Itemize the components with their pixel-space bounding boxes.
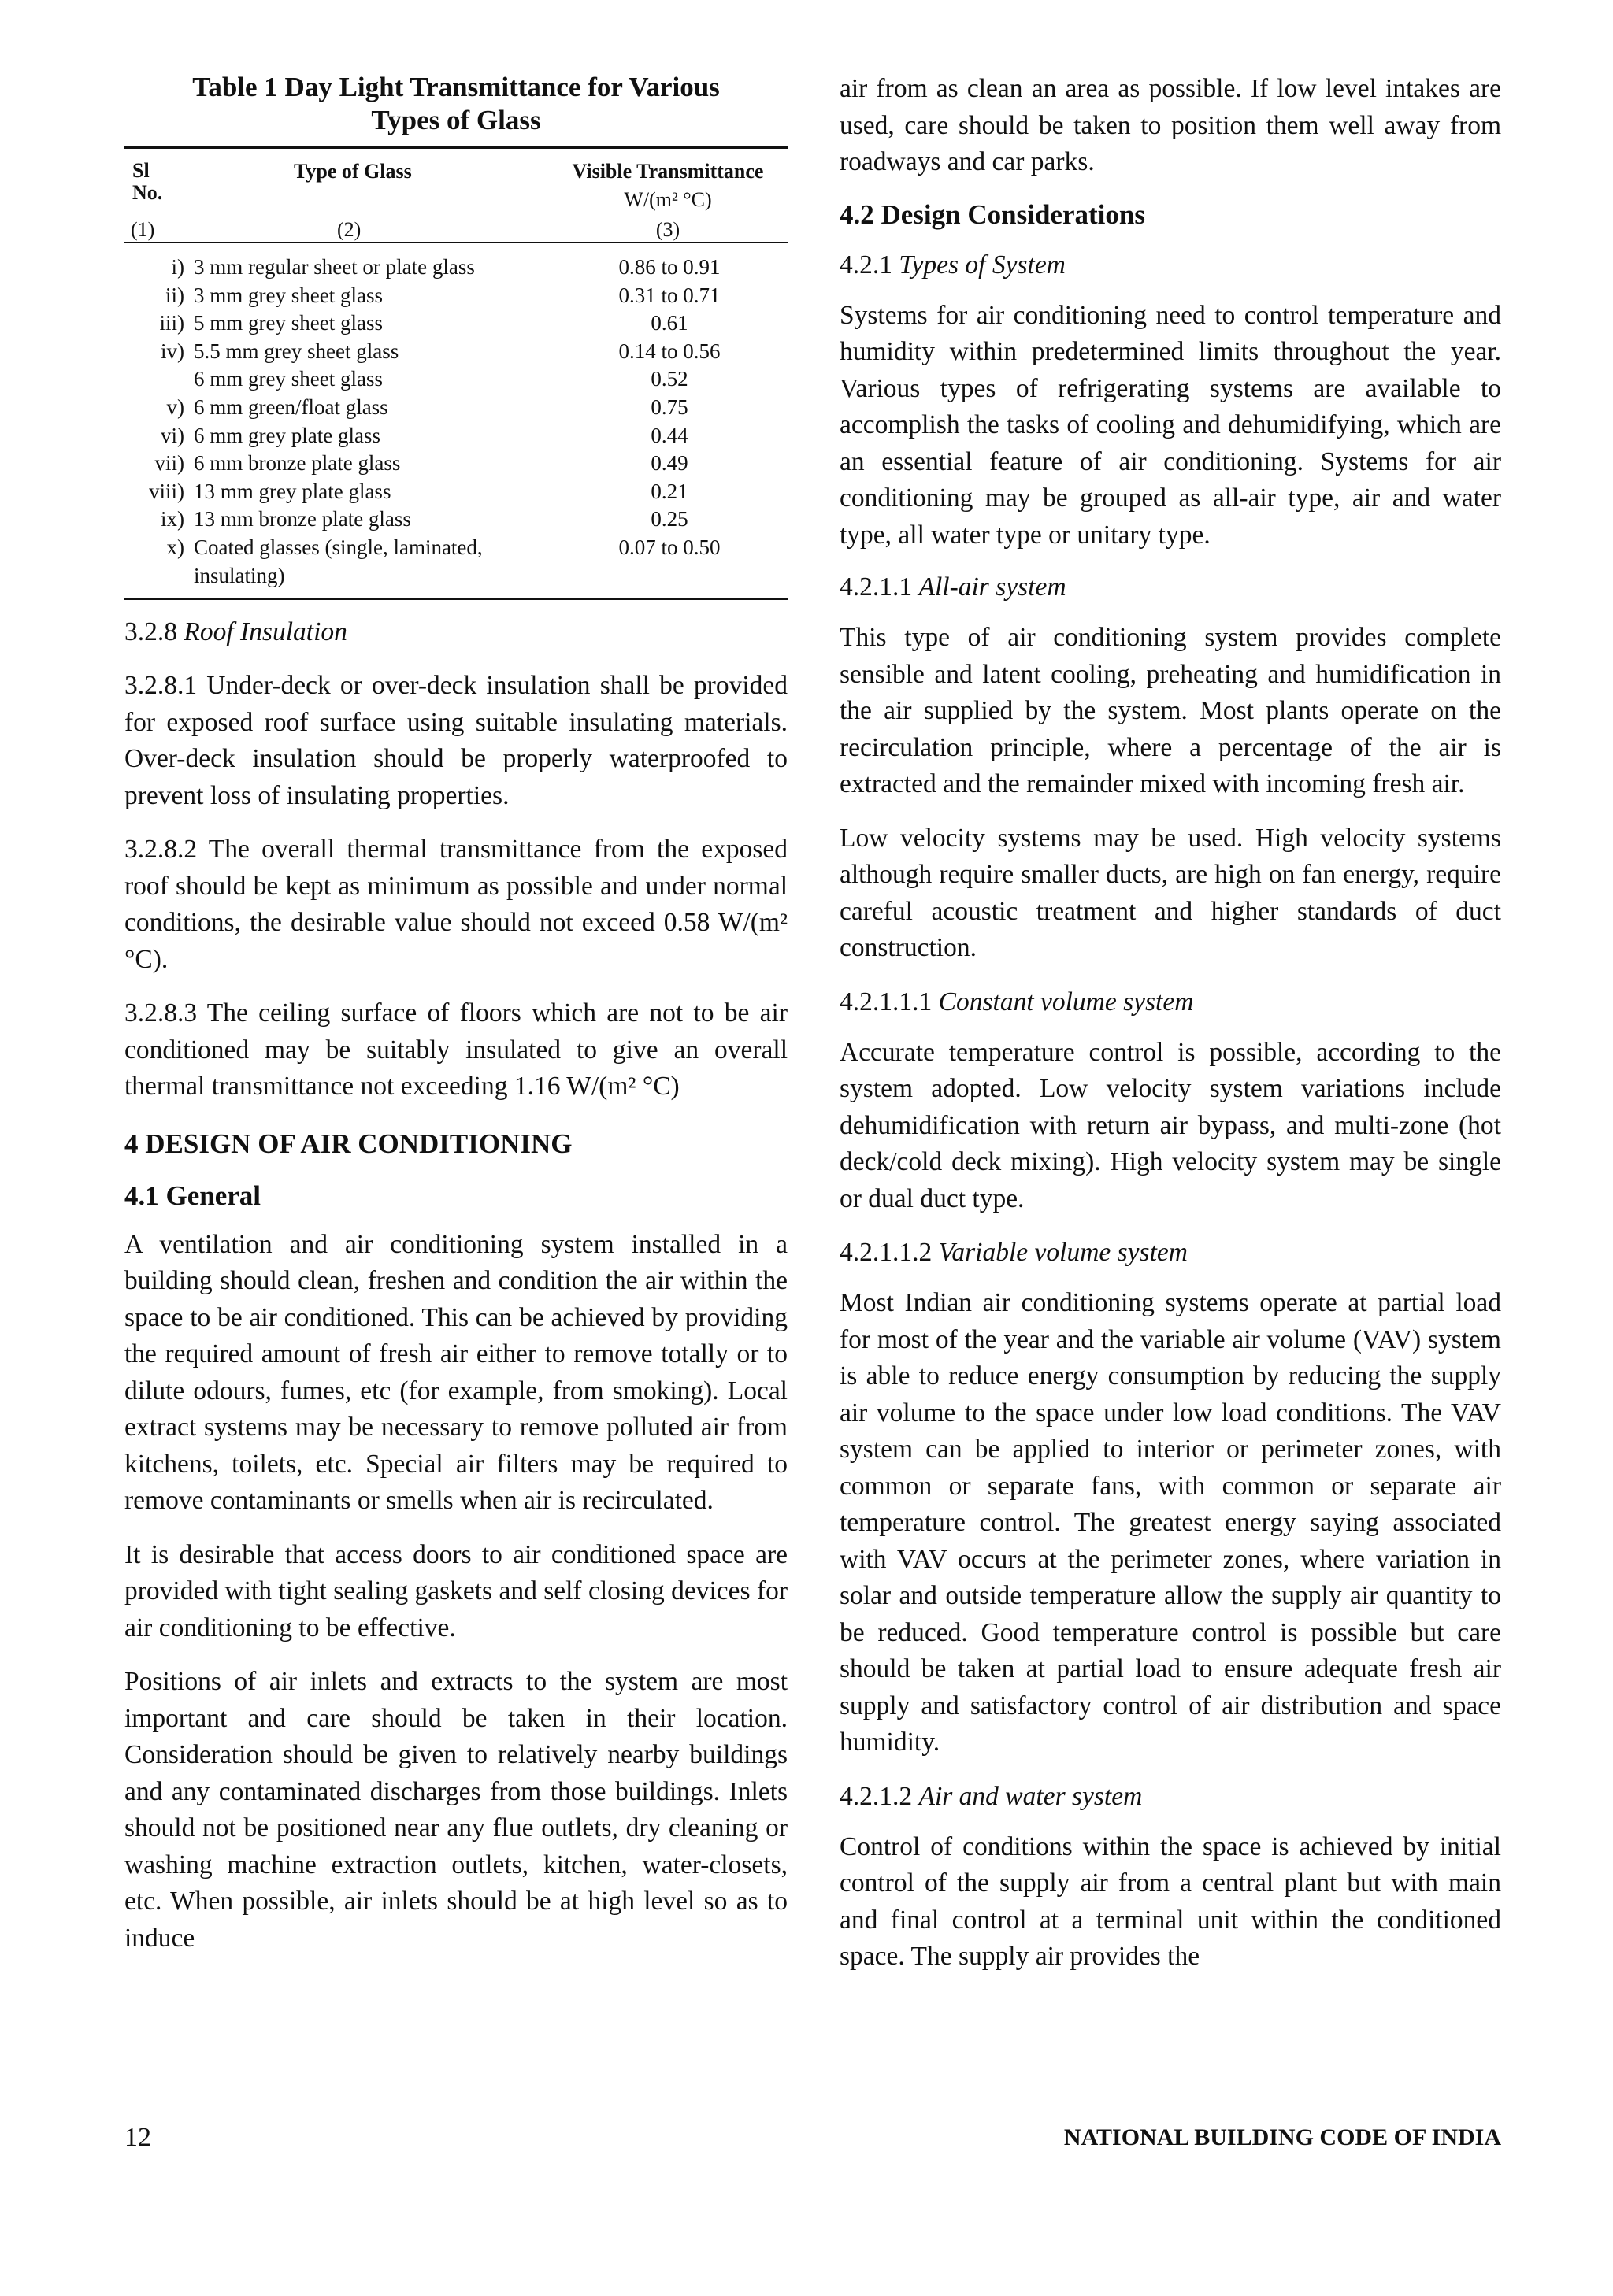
variable-volume-paragraph: Most Indian air conditioning systems operate at partial load for most of the year and the variable air volume (VAV) system is able to reduce energy consumption by reducing the supply air volume to the space under low load conditions. The VAV system can be applied to interior or perimeter zones, with common or separate fans, with common or separate air temperature control. The greatest energy saying associated with VAV occurs at the perimeter zones, where variation in solar and outside temperature allow the supply air quantity to be reduced. Good temperature control is possible but care should be taken at partial load to ensure adequate fresh air supply and satisfactory control of air distribution and space humidity. <box>840 1288 1501 1757</box>
table-row: viii) 13 mm grey plate glass 0.21 <box>149 479 688 503</box>
table-header <box>124 149 788 242</box>
general-paragraph-1: A ventilation and air conditioning system installed in a building should clean, freshen and condition the air within the space to be air conditioned. This can be achieved by providing the required amount of fresh air either to remove totally or to dilute odours, fumes, etc (for example, from smoking). Local extract systems may be necessary to remove polluted air from kitchens, toilets, etc. Special air filters may be required to remove contaminants or smells when air is recirculated. <box>124 1229 788 1516</box>
table-row: ii) 3 mm grey sheet glass 0.31 to 0.71 <box>165 283 721 307</box>
table-body <box>124 243 788 598</box>
general-paragraph-3: Positions of air inlets and extracts to the system are most important and care should be taken in their location. Consideration should be given to relatively nearby buildings and any contaminated discharges from those buildings. Inlets should not be positioned near any flue outlets, dry cleaning or washing machine extraction outlets, kitchen, water-closets, etc. When possible, air inlets should be at high level so as to induce <box>124 1667 788 1953</box>
page-number: 12 <box>124 2123 151 2152</box>
section-4-2-1-2-heading: 4.2.1.2 Air and water system <box>840 1781 1143 1811</box>
table-row: vii) 6 mm bronze plate glass 0.49 <box>154 451 688 476</box>
table-caption-line1: Table 1 Day Light Transmittance for Various <box>192 72 720 102</box>
header-sl: Sl <box>132 159 150 182</box>
paragraph-3-2-8-3: 3.2.8.3 The ceiling surface of floors which are not to be air conditioned may be suitably insulated to give an overall thermal transmittance not exceeding 1.16 W/(m² °C) <box>124 998 788 1102</box>
types-of-system-paragraph: Systems for air conditioning need to control temperature and humidity within predetermined limits throughout the year. Various types of refrigerating systems are available to accomplish the tasks of cooling and dehumidifying, which are an essential feature of air conditioning. Systems for air conditioning may be grouped as all-air type, air and water type, all water type or unitary type. <box>840 300 1501 550</box>
section-4-2-1-1-heading: 4.2.1.1 All-air system <box>840 572 1066 602</box>
section-4-2-1-1-2-heading: 4.2.1.1.2 Variable volume system <box>840 1238 1188 1267</box>
header-no: No. <box>132 181 163 204</box>
running-footer-title: NATIONAL BUILDING CODE OF INDIA <box>1063 2124 1501 2150</box>
table-row: v) 6 mm green/float glass 0.75 <box>166 394 688 419</box>
table-row: i) 3 mm regular sheet or plate glass 0.86 to 0.91 <box>171 255 721 279</box>
section-4-1-heading: 4.1 General <box>124 1179 261 1211</box>
general-paragraph-2: It is desirable that access doors to air conditioned space are provided with tight sealing gaskets and self closing devices for air conditioning to be effective. <box>124 1539 788 1642</box>
col-number-2: (2) <box>337 218 362 241</box>
col-number-1: (1) <box>131 218 155 241</box>
table-row: ix) 13 mm bronze plate glass 0.25 <box>161 507 688 531</box>
constant-volume-paragraph: Accurate temperature control is possible, according to the system adopted. Low velocity system variations include dehumidification with return air bypass, and multi-zone (hot deck/cold deck mixing). High velocity system may be single or dual duct type. <box>840 1037 1501 1213</box>
table-row: 6 mm grey sheet glass 0.52 <box>194 367 688 391</box>
left-column <box>124 71 788 1957</box>
section-3-2-8-heading: 3.2.8 Roof Insulation <box>124 617 347 647</box>
paragraph-3-2-8-1: 3.2.8.1 Under-deck or over-deck insulation shall be provided for exposed roof surface using suitable insulating materials. Over-deck insulation should be properly waterproofed to prevent loss of insulating properties. <box>124 671 788 810</box>
all-air-paragraph-2: Low velocity systems may be used. High velocity systems although require smaller ducts, are high on fan energy, require careful acoustic treatment and higher standards of duct construction. <box>840 823 1501 962</box>
header-visible-transmittance: Visible Transmittance <box>572 160 764 183</box>
table-1 <box>124 71 788 600</box>
header-type-of-glass: Type of Glass <box>294 160 412 183</box>
table-row: vi) 6 mm grey plate glass 0.44 <box>161 423 688 447</box>
table-row: iii) 5 mm grey sheet glass 0.61 <box>159 311 688 335</box>
table-row: x) Coated glasses (single, laminated, 0.07 to 0.50 <box>166 535 721 559</box>
right-column <box>840 71 1501 1976</box>
right-continuation-paragraph: air from as clean an area as possible. If low level intakes are used, care should be taken to position them well away from roadways and car parks. <box>840 74 1501 176</box>
table-row: insulating) <box>194 563 285 587</box>
table-caption-line2: Types of Glass <box>371 105 541 135</box>
section-4-heading: 4 DESIGN OF AIR CONDITIONING <box>124 1128 573 1159</box>
table-bottom-rule <box>124 598 788 600</box>
all-air-paragraph-1: This type of air conditioning system provides complete sensible and latent cooling, preheating and humidification in the air supplied by the system. Most plants operate on the recirculation principle, where a percentage of the air is extracted and the remainder mixed with incoming fresh air. <box>840 623 1501 798</box>
air-water-paragraph: Control of conditions within the space is achieved by initial control of the supply air from a central plant but with main and final control at a terminal unit within the conditioned space. The supply air provides the <box>840 1831 1501 1971</box>
col-number-3: (3) <box>655 218 680 241</box>
section-4-2-heading: 4.2 Design Considerations <box>840 198 1145 230</box>
section-4-2-1-heading: 4.2.1 Types of System <box>840 250 1066 280</box>
table-row: iv) 5.5 mm grey sheet glass 0.14 to 0.56 <box>161 339 721 363</box>
paragraph-3-2-8-2: 3.2.8.2 The overall thermal transmittance from the exposed roof should be kept as minimum as possible and under normal conditions, the desirable value should not exceed 0.58 W/(m² °C). <box>124 835 788 974</box>
section-4-2-1-1-1-heading: 4.2.1.1.1 Constant volume system <box>840 987 1194 1017</box>
header-unit: W/(m² °C) <box>624 188 712 211</box>
